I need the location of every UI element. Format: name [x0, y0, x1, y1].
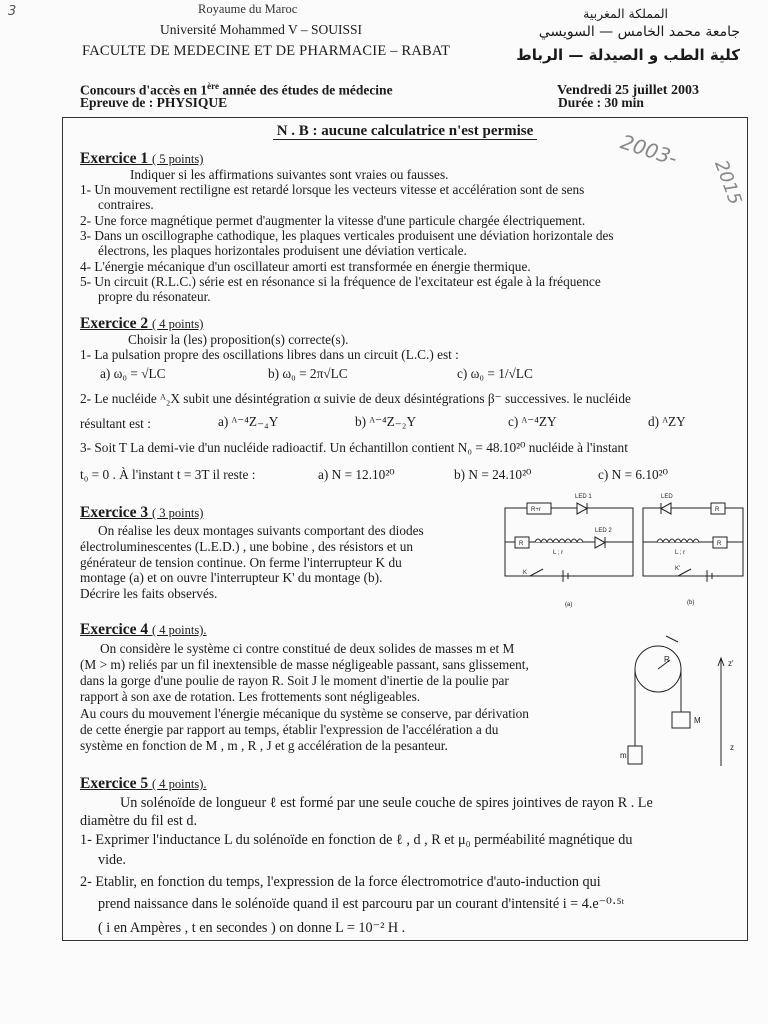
ex5-line-4: vide. [98, 852, 126, 868]
header-ar-university: جامعة محمد الخامس — السويسي [538, 24, 740, 40]
circuit-a-coil [535, 539, 583, 542]
circuit-b-coil [657, 539, 699, 542]
ex1-item-1b: contraires. [98, 197, 154, 212]
fig-label-rplusr: R+r [531, 507, 541, 513]
ex4-line-5: Au cours du mouvement l'énergie mécanique du système se conserve, par dérivation [80, 706, 529, 721]
ex2-title [80, 315, 203, 333]
handwritten-note-2: 2015 [710, 157, 746, 208]
fig-label-radius: R [664, 655, 670, 664]
ex4-pulley-figure [618, 626, 748, 776]
ex1-item-3b: électrons, les plaques horizontales produisent une déviation verticale. [98, 243, 467, 258]
ex3-line-2: électroluminescentes (L.E.D.) , une bobine , des résistors et un [80, 539, 414, 554]
ex2-q3-option-c: c) N = 6.10²⁰ [598, 467, 668, 482]
mass-big-m [672, 712, 690, 728]
ex5-line-2: diamètre du fil est d. [80, 813, 198, 829]
ex3-line-3: générateur de tension continue. On ferme l'interrupteur K du [80, 555, 402, 570]
ex1-item-5b: propre du résonateur. [98, 289, 211, 304]
ex5-points: ( 4 points). [152, 777, 207, 791]
fig-label-led: LED [661, 494, 673, 500]
ex2-q3a: 3- Soit T La demi-vie d'un nucléide radioactif. Un échantillon contient N₀ = 48.10²⁰ nucléide à l'instant [80, 440, 628, 455]
ex2-q1: 1- La pulsation propre des oscillations libres dans un circuit (L.C.) est : [80, 347, 459, 362]
ex2-points: ( 4 points) [152, 317, 204, 331]
ex2-q2b: résultant est : [80, 416, 151, 431]
ex2-intro: Choisir la (les) proposition(s) correcte(s). [128, 332, 349, 347]
fig-label-r-a: R [519, 541, 524, 547]
ex3-title-text: Exercice 3 [80, 504, 149, 521]
ex2-q3-option-b: b) N = 24.10²⁰ [454, 467, 532, 482]
handwritten-note-1: 2003- [617, 129, 681, 171]
ex2-q2a: 2- Le nucléide ᴬ₂X subit une désintégration α suivie de deux désintégrations β⁻ successives. le nucléide [80, 391, 631, 406]
ex1-item-5a: 5- Un circuit (R.L.C.) série est en résonance si la fréquence de l'excitateur est égale à la fréquence [80, 274, 601, 289]
nb-note-text: N . B : aucune calculatrice n'est permise [273, 123, 538, 140]
ex5-line-7: ( i en Ampères , t en secondes ) on donne L = 10⁻² H . [98, 920, 406, 936]
ex5-line-6: prend naissance dans le solénoïde quand il est parcouru par un courant d'intensité i = 4.e⁻⁰·⁵ᵗ [98, 896, 625, 912]
ex2-q3-option-a: a) N = 12.10²⁰ [318, 467, 395, 482]
header-ar-kingdom: المملكة المغربية [583, 6, 668, 21]
ex3-line-5: Décrire les faits observés. [80, 586, 218, 601]
epreuve-title: Epreuve de : PHYSIQUE [80, 95, 228, 110]
pulley-support [666, 636, 678, 642]
fig-label-coil-b: L ; r [675, 550, 686, 556]
exam-date: Vendredi 25 juillet 2003 [557, 83, 699, 98]
ex3-line-1: On réalise les deux montages suivants comportant des diodes [98, 523, 424, 538]
ex5-line-3: 1- Exprimer l'inductance L du solénoïde en fonction de ℓ , d , R et μ₀ perméabilité magnétique du [80, 832, 633, 848]
ex4-title-text: Exercice 4 [80, 621, 149, 638]
fig-label-r-b2: R [717, 541, 722, 547]
circuit-a-led1 [577, 503, 587, 514]
circuit-a-switch [530, 569, 543, 576]
contest-text-a: Concours d'accès en 1 [80, 82, 208, 98]
contest-text-b: année des études de médecine [218, 82, 393, 98]
ex4-line-1: On considère le système ci contre constitué de deux solides de masses m et M [100, 641, 515, 656]
corner-mark: 3 [8, 4, 17, 19]
ex5-line-5: 2- Etablir, en fonction du temps, l'expression de la force électromotrice d'auto-induction qui [80, 874, 601, 890]
ex3-points: ( 3 points) [152, 506, 204, 520]
ex1-intro: Indiquer si les affirmations suivantes sont vraies ou fausses. [130, 167, 449, 182]
header-university: Université Mohammed V – SOUISSI [160, 22, 362, 37]
fig-label-big-m: M [694, 716, 701, 725]
fig-label-k: K [523, 570, 528, 576]
fig-label-k2: K' [675, 566, 681, 572]
ex2-title-text: Exercice 2 [80, 315, 149, 332]
fig-label-a: (a) [565, 602, 573, 608]
header-faculty: FACULTE DE MEDECINE ET DE PHARMACIE – RABAT [82, 43, 451, 59]
fig-label-zprime: z' [728, 659, 734, 668]
fig-label-z: z [730, 743, 734, 752]
ex4-points: ( 4 points). [152, 623, 207, 637]
ex3-line-4: montage (a) et on ouvre l'interrupteur K' du montage (b). [80, 570, 383, 585]
ex2-q1-option-c: c) ω₀ = 1/√LC [457, 366, 533, 381]
ex5-title [80, 775, 207, 793]
ex4-line-2: (M > m) reliés par un fil inextensible de masse négligeable passant, sans glissement, [80, 657, 529, 672]
ex2-q3b: t₀ = 0 . À l'instant t = 3T il reste : [80, 467, 256, 482]
contest-text-sup: ère [207, 81, 219, 91]
circuit-a-led2 [595, 537, 605, 548]
exam-duration: Durée : 30 min [558, 95, 644, 110]
ex3-circuit-figure [495, 490, 750, 615]
ex4-line-4: rapport à son axe de rotation. Les frottements sont négligeables. [80, 689, 421, 704]
ex1-item-4: 4- L'énergie mécanique d'un oscillateur amorti est transformée en énergie thermique. [80, 259, 531, 274]
mass-small-m [628, 746, 642, 764]
fig-label-coil-a: L ; r [553, 550, 564, 556]
fig-label-led1: LED 1 [575, 494, 592, 500]
fig-label-small-m: m [620, 751, 627, 760]
fig-label-r-b: R [715, 507, 720, 513]
circuit-b-led [661, 503, 671, 514]
ex4-line-3: dans la gorge d'une poulie de rayon R. Soit J le moment d'inertie de la poulie par [80, 673, 509, 688]
header-ar-faculty: كلية الطب و الصيدلة — الرباط [516, 46, 740, 64]
header-kingdom: Royaume du Maroc [198, 2, 298, 16]
ex1-item-1a: 1- Un mouvement rectiligne est retardé lorsque les vecteurs vitesse et accélération sont de sens [80, 182, 585, 197]
ex1-item-3a: 3- Dans un oscillographe cathodique, les plaques verticales produisent une déviation horizontale des [80, 228, 614, 243]
ex2-q2-option-a: a) ᴬ⁻⁴Z₋₄Y [218, 414, 279, 429]
ex3-title [80, 504, 203, 522]
ex1-points: ( 5 points) [152, 152, 204, 166]
ex2-q2-option-c: c) ᴬ⁻⁴ZY [508, 414, 557, 429]
fig-label-led2: LED 2 [595, 528, 612, 534]
ex2-q2-option-b: b) ᴬ⁻⁴Z₋₂Y [355, 414, 417, 429]
ex5-line-1: Un solénoïde de longueur ℓ est formé par une seule couche de spires jointives de rayon R . Le [120, 795, 653, 811]
ex2-q1-option-a: a) ω₀ = √LC [100, 366, 166, 381]
ex2-q1-option-b: b) ω₀ = 2π√LC [268, 366, 348, 381]
ex4-line-7: système en fonction de M , m , R , J et g accélération de la pesanteur. [80, 738, 448, 753]
ex5-title-text: Exercice 5 [80, 775, 149, 792]
ex1-title-text: Exercice 1 [80, 150, 149, 167]
ex4-line-6: de cette énergie par rapport au temps, établir l'expression de l'accélération a du [80, 722, 499, 737]
ex2-q2-option-d: d) ᴬZY [648, 414, 686, 429]
ex4-title [80, 621, 207, 639]
ex1-title [80, 150, 203, 168]
ex1-item-2: 2- Une force magnétique permet d'augmenter la vitesse d'une particule chargée électriquement. [80, 213, 586, 228]
fig-label-b: (b) [687, 600, 695, 606]
